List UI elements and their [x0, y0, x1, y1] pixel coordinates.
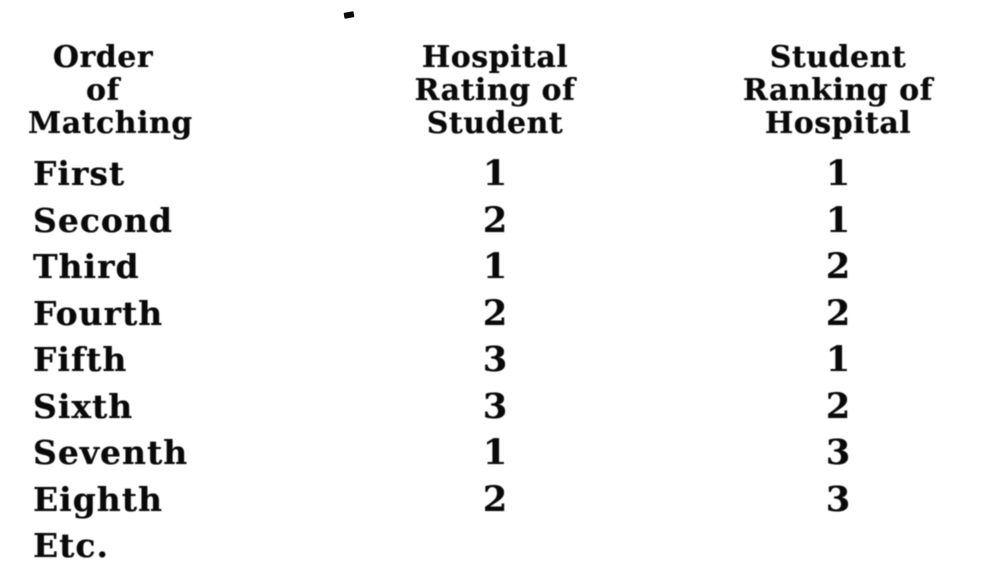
table-row — [0, 198, 999, 245]
hospital-rating-cell — [330, 523, 660, 570]
column-header-inner — [28, 40, 193, 141]
header-line: Rating of — [414, 73, 576, 108]
hospital-rating-cell: 2 — [482, 478, 508, 520]
header-line: Order — [52, 40, 154, 75]
table-row — [0, 244, 999, 291]
order-of-matching-cell: First — [33, 154, 126, 193]
table-row — [0, 430, 999, 477]
header-line: of — [86, 73, 120, 108]
table-row — [0, 151, 999, 198]
order-of-matching-cell: Third — [33, 247, 140, 286]
header-line: Matching — [28, 106, 193, 141]
hospital-rating-cell: 1 — [482, 153, 508, 194]
table-row — [0, 337, 999, 384]
column-header-hospital-rating-of-student — [330, 41, 660, 140]
column-header-order-of-matching — [0, 41, 330, 140]
column-header-student-ranking-of-hospital — [660, 41, 999, 140]
table-row — [0, 384, 999, 431]
header-line: Student — [769, 40, 907, 75]
student-ranking-cell: 1 — [825, 199, 851, 241]
student-ranking-cell: 1 — [825, 339, 851, 380]
student-ranking-cell: 3 — [825, 478, 851, 520]
order-of-matching-cell: Second — [33, 200, 173, 240]
hospital-rating-cell: 2 — [482, 199, 508, 241]
header-line: Hospital — [764, 106, 912, 141]
order-of-matching-cell: Fifth — [33, 340, 128, 379]
table-row — [0, 523, 999, 570]
student-ranking-cell — [660, 523, 999, 570]
student-ranking-cell: 2 — [825, 246, 851, 287]
order-of-matching-cell: Fourth — [33, 293, 164, 333]
hospital-rating-cell: 3 — [482, 385, 508, 427]
table-body — [0, 151, 999, 570]
order-of-matching-cell: Etc. — [33, 526, 109, 565]
order-of-matching-cell: Eighth — [33, 479, 163, 519]
hospital-rating-cell: 1 — [482, 246, 508, 287]
header-line: Hospital — [421, 40, 569, 75]
hospital-rating-cell: 2 — [482, 292, 508, 334]
hospital-rating-cell: 1 — [482, 432, 508, 473]
student-ranking-cell: 3 — [825, 432, 851, 473]
header-line: Student — [426, 106, 564, 141]
table-header-row — [0, 41, 999, 140]
student-ranking-cell: 2 — [825, 292, 851, 334]
order-of-matching-cell: Seventh — [33, 433, 189, 472]
hospital-rating-cell: 3 — [482, 339, 508, 380]
student-ranking-cell: 1 — [825, 153, 851, 194]
order-of-matching-cell: Sixth — [33, 386, 134, 426]
table-row — [0, 477, 999, 524]
student-ranking-cell: 2 — [825, 385, 851, 427]
header-line: Ranking of — [742, 73, 934, 108]
table-row — [0, 291, 999, 338]
